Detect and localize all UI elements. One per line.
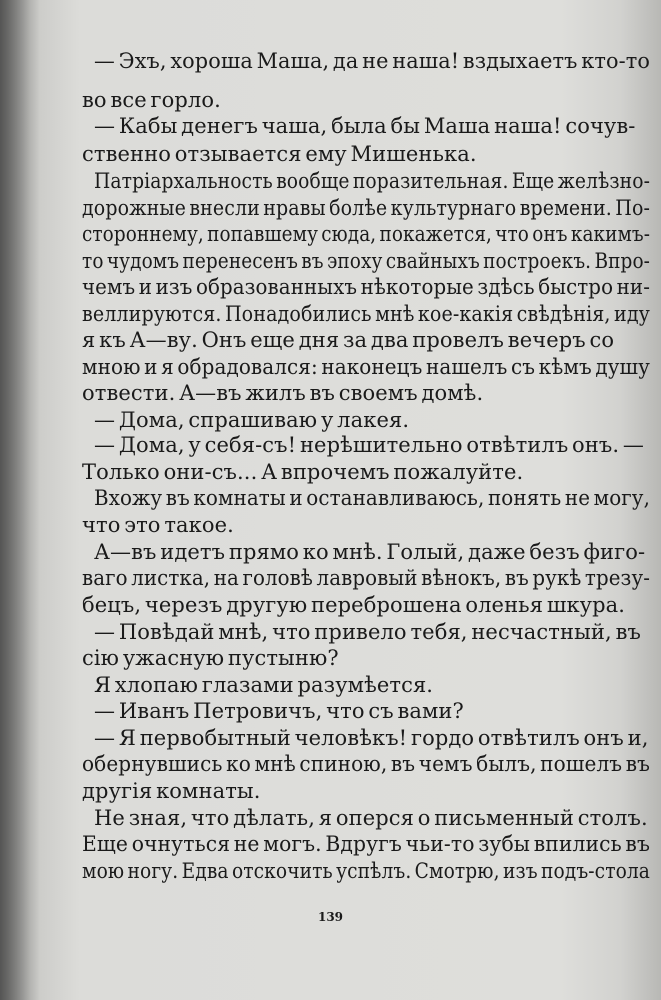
text-line: отвести. А—въ жилъ въ своемъ домѣ. [82, 381, 484, 405]
text-line: сію ужасную пустыню? [82, 646, 339, 670]
text-line: что это такое. [82, 513, 234, 537]
text-line: Патріархальность вообще поразительная. Еще желѣзно- [94, 169, 650, 193]
text-line: ственно отзывается ему Мишенька. [82, 142, 477, 166]
text-line: чемъ и изъ образованныхъ нѣкоторые здѣсь быстро ни- [82, 275, 650, 299]
text-line: Вхожу въ комнаты и останавливаюсь, понять не могу, [94, 486, 650, 510]
text-line: дорожные внесли нравы болѣе культурнаго времени. По- [82, 196, 650, 220]
text-line: обернувшись ко мнѣ спиною, въ чемъ былъ, пошелъ въ [82, 752, 650, 776]
text-line: я къ А—ву. Онъ еще дня за два провелъ вечеръ со [82, 328, 615, 352]
text-line: — Повѣдай мнѣ, что привело тебя, несчастный, въ [94, 620, 641, 644]
text-line: во все горло. [82, 88, 221, 112]
page-number: 139 [317, 910, 344, 924]
text-line: Еще очнуться не могъ. Вдругъ чьи-то зубы впились въ [82, 832, 650, 856]
text-line: другія комнаты. [82, 779, 261, 803]
text-line: — Кабы денегъ чаша, была бы Маша наша! сочув- [94, 114, 636, 138]
text-line: — Эхъ, хороша Маша, да не наша! вздыхаетъ кто-то [94, 49, 650, 73]
text-line: — Иванъ Петровичъ, что съ вами? [94, 699, 464, 723]
text-line: — Дома, спрашиваю у лакея. [94, 408, 410, 432]
text-line: ваго листка, на головѣ лавровый вѣнокъ, въ рукѣ трезу- [82, 566, 650, 590]
text-line: мною и я обрадовался: наконецъ нашелъ съ кѣмъ душу [82, 355, 650, 379]
text-line: Я хлопаю глазами разумѣется. [94, 673, 434, 697]
text-line: мою ногу. Едва отскочить успѣлъ. Смотрю, изъ подъ-стола [82, 859, 650, 883]
text-line: бецъ, черезъ другую переброшена оленья шкура. [82, 593, 626, 617]
text-line: Только они-съ... А впрочемъ пожалуйте. [82, 460, 524, 484]
text-line: — Дома, у себя-съ! нерѣшительно отвѣтилъ онъ. — [94, 433, 645, 457]
text-line: А—въ идетъ прямо ко мнѣ. Голый, даже безъ фиго- [94, 540, 646, 564]
text-line: то чудомъ перенесенъ въ эпоху свайныхъ построекъ. Впро- [82, 249, 650, 273]
text-line: стороннему, попавшему сюда, покажется, что онъ какимъ- [82, 222, 650, 246]
text-line: веллируются. Понадобились мнѣ кое-какія свѣдѣнія, иду [82, 302, 650, 326]
text-line: — Я первобытный человѣкъ! гордо отвѣтилъ онъ и, [94, 726, 649, 750]
text-line: Не зная, что дѣлать, я оперся о письменный столъ. [94, 806, 648, 830]
